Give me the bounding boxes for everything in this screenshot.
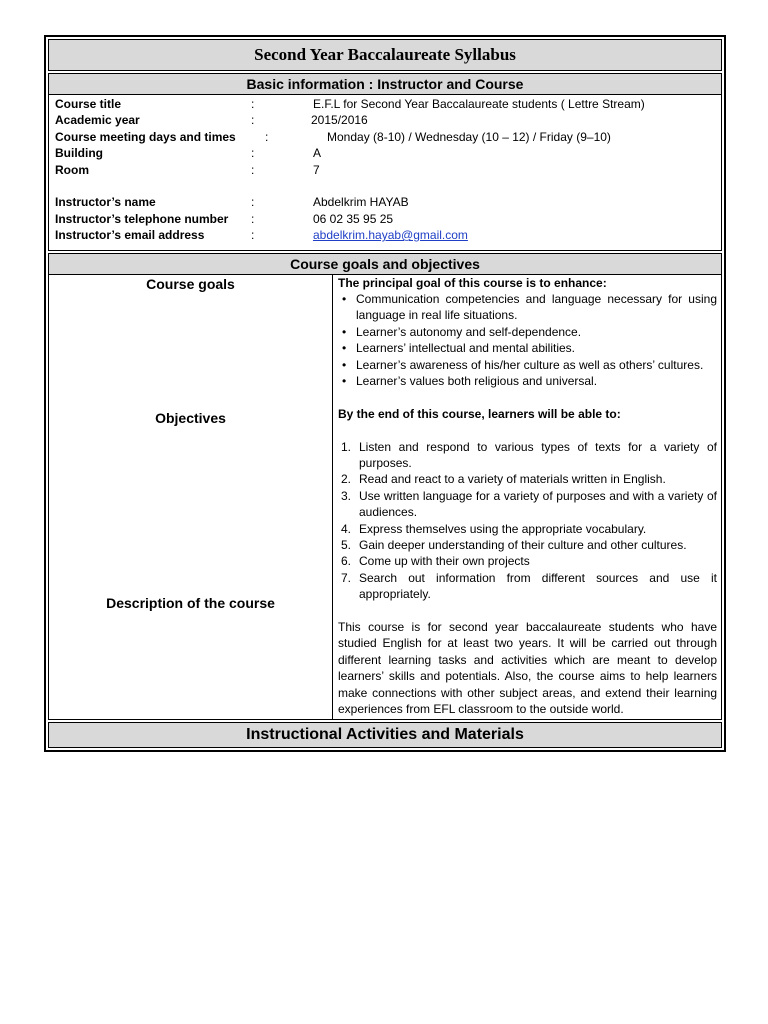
objective-item <box>338 570 717 603</box>
spacer <box>338 422 717 438</box>
info-colon: : <box>251 162 255 177</box>
info-value: E.F.L for Second Year Baccalaureate students ( Lettre Stream) <box>313 97 645 111</box>
objective-item <box>338 521 717 537</box>
info-value: Abdelkrim HAYAB <box>313 195 409 210</box>
goal-bullet: • Learner’s awareness of his/her culture as well as others’ cultures. <box>338 357 717 373</box>
basic-info-section <box>48 73 722 251</box>
info-value: A <box>313 146 322 161</box>
info-row-building <box>55 145 717 161</box>
objective-item <box>338 553 717 569</box>
objective-item <box>338 488 717 521</box>
objective-text: Search out information from different sources and use it appropriately. <box>359 570 717 602</box>
info-label: Course meeting days and times <box>55 129 236 144</box>
description-label: Description of the course <box>106 594 275 611</box>
course-goals-label: Course goals <box>146 275 235 292</box>
objective-number: 1. <box>341 439 352 454</box>
objective-item <box>338 439 717 472</box>
objective-item <box>338 471 717 487</box>
email-link[interactable]: abdelkrim.hayab@gmail.com <box>313 228 468 243</box>
info-colon: : <box>251 97 255 111</box>
objective-item <box>338 537 717 553</box>
info-label: Instructor’s name <box>55 195 156 210</box>
objective-text: Read and react to a variety of materials written in English. <box>359 472 666 487</box>
info-row-room <box>55 162 717 178</box>
info-row-instructor-email <box>55 227 717 243</box>
info-row-meeting-times <box>55 129 717 145</box>
spacer <box>338 389 717 405</box>
objective-text: Listen and respond to various types of texts for a variety of purposes. <box>359 439 717 470</box>
goal-bullet: • Learner’s autonomy and self-dependence. <box>338 324 717 340</box>
objective-text: Come up with their own projects <box>359 554 530 569</box>
info-label: Academic year <box>55 113 140 128</box>
info-value: 06 02 35 95 25 <box>313 211 394 226</box>
basic-info-heading: Basic information : Instructor and Course <box>49 74 721 95</box>
objectives-label: Objectives <box>155 409 226 426</box>
info-colon: : <box>265 129 269 144</box>
info-value: 7 <box>313 162 320 177</box>
objective-number: 2. <box>341 472 352 487</box>
info-label: Instructor’s telephone number <box>55 211 229 226</box>
info-value <box>313 227 717 243</box>
goals-heading: Course goals and objectives <box>49 254 721 275</box>
info-spacer <box>55 178 717 194</box>
info-colon: : <box>251 195 255 210</box>
syllabus-page <box>44 35 726 752</box>
info-label: Course title <box>55 97 122 111</box>
info-label: Building <box>55 146 103 161</box>
objective-text: Use written language for a variety of purposes and with a variety of audiences. <box>359 488 717 520</box>
goals-section <box>48 253 722 721</box>
document-title: Second Year Baccalaureate Syllabus <box>48 39 722 71</box>
goal-bullet: • Learner’s values both religious and universal. <box>338 373 717 389</box>
goals-right-column <box>333 275 721 720</box>
objective-number: 6. <box>341 554 352 569</box>
goals-table <box>49 275 721 720</box>
info-row-instructor-phone <box>55 211 717 227</box>
goals-left-column <box>49 275 333 720</box>
info-colon: : <box>251 211 255 226</box>
objective-number: 7. <box>341 570 352 585</box>
info-label: Instructor’s email address <box>55 228 205 243</box>
goals-intro: The principal goal of this course is to enhance: <box>338 275 607 290</box>
objective-text: Gain deeper understanding of their culture and other cultures. <box>359 537 687 552</box>
info-colon: : <box>251 146 255 161</box>
goal-bullet: • Communication competencies and language necessary for using language in real life situations. <box>338 291 717 324</box>
info-colon: : <box>251 113 255 128</box>
objective-number: 4. <box>341 521 352 536</box>
objective-text: Express themselves using the appropriate vocabulary. <box>359 521 647 536</box>
objective-number: 5. <box>341 537 352 552</box>
objective-number: 3. <box>341 488 352 503</box>
info-row-instructor-name <box>55 194 717 210</box>
goal-bullet: • Learners’ intellectual and mental abilities. <box>338 340 717 356</box>
info-row-academic-year <box>55 112 717 128</box>
activities-heading: Instructional Activities and Materials <box>48 722 722 748</box>
info-colon: : <box>251 228 255 243</box>
spacer <box>338 603 717 619</box>
objectives-intro: By the end of this course, learners will be able to: <box>338 406 621 421</box>
info-value: 2015/2016 <box>311 113 368 128</box>
info-value: Monday (8-10) / Wednesday (10 – 12) / Friday (9–10) <box>327 129 611 144</box>
info-row-course-title <box>55 96 717 112</box>
course-description: This course is for second year baccalaureate students who have studied English for at least two years. It will be carried out through different learning tasks and activities which are meant to develop learners’ skills and potentials. Also, the course aims to help learners make connections with other subject areas, and extend their learning experiences from EFL classroom to the outside world. <box>338 620 717 717</box>
info-label: Room <box>55 162 89 177</box>
basic-info-body <box>49 95 721 250</box>
